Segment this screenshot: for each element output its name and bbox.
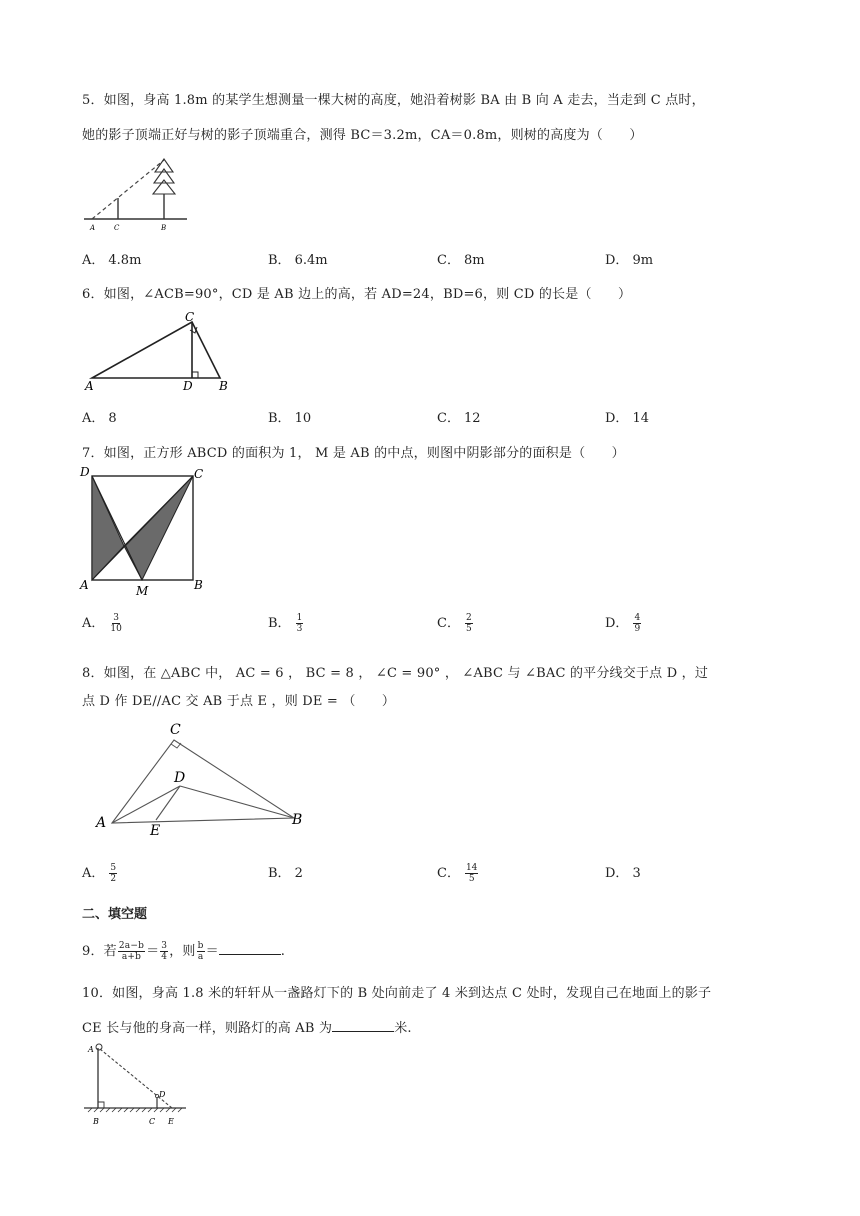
q8-option-d[interactable]: D． 3 (605, 866, 641, 881)
q5-option-c[interactable]: C． 8m (437, 253, 485, 268)
q6-label-a: A (85, 379, 94, 393)
q8-options (82, 862, 782, 888)
q6-options (82, 407, 782, 433)
q7-option-a[interactable]: A． $\frac{3}{10}$ (82, 613, 122, 634)
q10-label-b: B (93, 1117, 99, 1126)
q6-option-a[interactable]: A． 8 (82, 411, 117, 426)
q6-option-c[interactable]: C． 12 (437, 411, 481, 426)
q6-option-b[interactable]: B． 10 (268, 411, 312, 426)
q5-option-b[interactable]: B． 6.4m (268, 253, 328, 268)
q7-options (82, 612, 782, 638)
q5-label-a: A (90, 224, 96, 232)
q8-figure (90, 716, 315, 840)
q8-label-e: E (150, 823, 161, 839)
q7-option-b[interactable]: B． $\frac{1}{3}$ (268, 613, 303, 634)
q5-label-b: B (161, 224, 167, 232)
q8-label-c: C (170, 722, 181, 738)
q10-text-line1: 10．如图，身高 1.8 米的轩轩从一盏路灯下的 B 处向前走了 4 米到达点 C 处时，发现自己在地面上的影子 (82, 986, 712, 1001)
q7-text-line1: 7．如图，正方形 ABCD 的面积为 1， M 是 AB 的中点，则图中阴影部分的面积是（ ） (82, 446, 625, 461)
q8-option-a[interactable]: A． $\frac{5}{2}$ (82, 863, 117, 884)
q7-figure (78, 462, 210, 598)
q10-label-d: D (159, 1090, 166, 1099)
q7-option-d[interactable]: D． $\frac{4}{9}$ (605, 613, 641, 634)
q6-label-c: C (185, 310, 195, 324)
q5-option-a[interactable]: A． 4.8m (82, 253, 142, 268)
q5-text-line2: 她的影子顶端正好与树的影子顶端重合，测得 BC＝3.2m，CA＝0.8m，则树的高度为（ ） (82, 128, 643, 143)
q10-label-e: E (168, 1117, 174, 1126)
q8-text-line1: 8．如图，在 △ABC 中， AC = 6 ， BC = 8 ， ∠C = 90° ， ∠ABC 与 ∠BAC 的平分线交于点 D ，过 (82, 666, 709, 681)
q9-answer-blank[interactable] (219, 942, 281, 955)
section-title-fill-in: 二、填空题 (82, 907, 148, 922)
q9-text: 9．若 $\frac{2a-b}{a+b}$ ＝ $\frac{3}{4}$ ，则 $\frac{b}{a}$ ＝ . (82, 941, 286, 962)
q7-label-d: D (80, 465, 90, 479)
q10-text-line2: CE 长与他的身高一样，则路灯的高 AB 为 米. (82, 1021, 412, 1036)
q5-label-c: C (114, 224, 120, 232)
q6-label-d: D (183, 379, 193, 393)
q7-option-c[interactable]: C． $\frac{2}{5}$ (437, 613, 472, 634)
q8-option-c[interactable]: C． $\frac{14}{5}$ (437, 863, 478, 884)
q7-label-m: M (136, 584, 149, 598)
q6-figure (82, 310, 242, 396)
q5-option-d[interactable]: D． 9m (605, 253, 654, 268)
q6-text-line1: 6．如图，∠ACB=90°，CD 是 AB 边上的高，若 AD=24，BD=6，则 CD 的长是（ ） (82, 287, 632, 302)
q8-label-b: B (292, 812, 303, 828)
q7-label-c: C (194, 467, 204, 481)
q10-label-a: A (88, 1045, 94, 1054)
q6-option-d[interactable]: D． 14 (605, 411, 649, 426)
q5-text-line1: 5．如图，身高 1.8m 的某学生想测量一棵大树的高度，她沿着树影 BA 由 B 向 A 走去，当走到 C 点时， (82, 93, 705, 108)
q6-label-b: B (219, 379, 228, 393)
q8-label-a: A (96, 815, 107, 831)
q7-label-a: A (80, 578, 89, 592)
q5-figure (82, 150, 192, 235)
q10-figure (82, 1040, 192, 1130)
q10-label-c: C (149, 1117, 156, 1126)
q10-answer-blank[interactable] (332, 1019, 394, 1032)
q5-options (82, 249, 782, 275)
q7-label-b: B (194, 578, 203, 592)
q8-label-d: D (174, 770, 186, 786)
q8-text-line2: 点 D 作 DE//AC 交 AB 于点 E ，则 DE = （ ） (82, 694, 396, 709)
q8-option-b[interactable]: B． 2 (268, 866, 303, 881)
